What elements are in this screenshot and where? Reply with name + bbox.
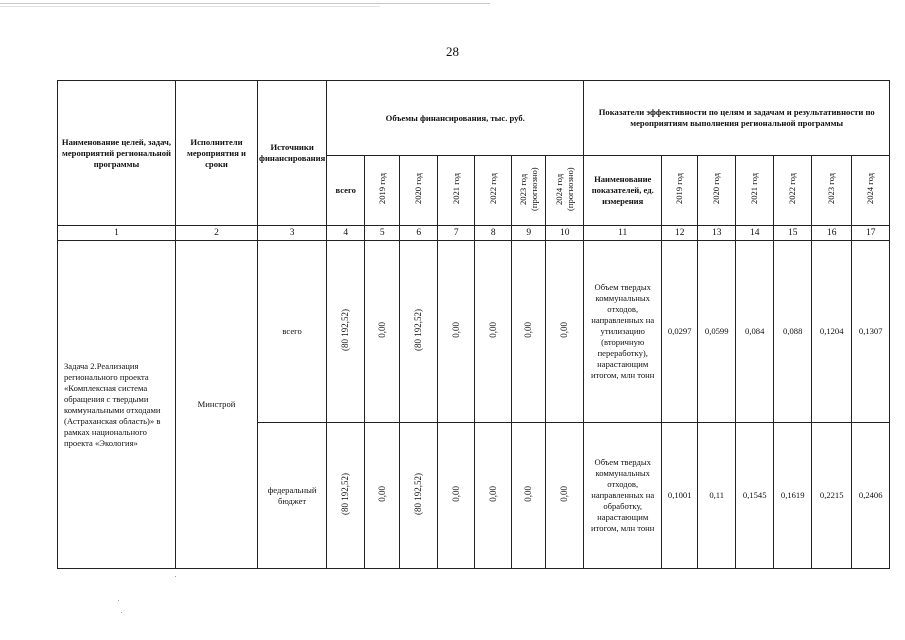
indicator-value: 0,1619 [774,423,812,569]
col-number: 9 [512,226,546,241]
col-number: 8 [475,226,512,241]
indicator-value: 0,1545 [736,423,774,569]
header-indicator-2022: 2022 год [774,156,812,226]
table-row [58,241,890,423]
header-funding-2020: 2020 год [400,156,438,226]
header-funding-total: всего [327,156,365,226]
funding-cell: (80 192,52) [327,423,365,569]
col-number: 2 [176,226,258,241]
program-table [57,80,890,569]
funding-cell: 0,00 [365,241,400,423]
funding-cell: 0,00 [438,423,475,569]
header-funding-2024: 2024 год (прогнозно) [546,156,584,226]
col-number: 4 [327,226,365,241]
header-indicator-2020: 2020 год [698,156,736,226]
indicator-value: 0,2406 [852,423,890,569]
col-number: 11 [584,226,662,241]
col-number: 17 [852,226,890,241]
funding-cell: 0,00 [475,241,512,423]
indicator-value: 0,0599 [698,241,736,423]
indicator-value: 0,1307 [852,241,890,423]
indicator-value: 0,084 [736,241,774,423]
header-funding-2022: 2022 год [475,156,512,226]
scan-speck [118,600,119,601]
indicator-value: 0,1204 [812,241,852,423]
scan-artifact-line [0,3,490,4]
funding-cell: 0,00 [512,423,546,569]
indicator-value: 0,1001 [662,423,698,569]
funding-cell: 0,00 [475,423,512,569]
indicator-name: Объем твердых коммунальных отходов, направленных на утилизацию (вторичную переработку), нарастающим итогом, млн тонн [584,241,662,423]
funding-cell: 0,00 [546,241,584,423]
header-funding-2019: 2019 год [365,156,400,226]
col-number: 6 [400,226,438,241]
scan-speck [175,576,176,577]
header-indicators-group: Показатели эффективности по целям и задачам и результативности по мероприятиям выполнения региональной программы [584,81,890,156]
col-number: 15 [774,226,812,241]
header-indicator-name: Наименование показателей, ед. измерения [584,156,662,226]
header-indicator-2024: 2024 год [852,156,890,226]
col-number: 13 [698,226,736,241]
header-indicator-2023: 2023 год [812,156,852,226]
header-indicator-2019: 2019 год [662,156,698,226]
col-number: 7 [438,226,475,241]
col-number: 10 [546,226,584,241]
funding-cell: 0,00 [546,423,584,569]
funding-cell: 0,00 [365,423,400,569]
page-number: 28 [446,44,459,59]
col-number: 14 [736,226,774,241]
scan-speck [121,612,122,613]
header-funding-2021: 2021 год [438,156,475,226]
indicator-value: 0,11 [698,423,736,569]
indicator-value: 0,2215 [812,423,852,569]
col-number: 1 [58,226,176,241]
col-number: 16 [812,226,852,241]
col-number: 12 [662,226,698,241]
header-row-1 [58,81,890,156]
column-number-row [58,226,890,241]
funding-source: всего [258,241,327,423]
col-number: 3 [258,226,327,241]
scan-artifact-line [0,6,380,7]
funding-cell: 0,00 [438,241,475,423]
header-funding-group: Объемы финансирования, тыс. руб. [327,81,584,156]
col-number: 5 [365,226,400,241]
indicator-value: 0,088 [774,241,812,423]
funding-cell: 0,00 [512,241,546,423]
task-executor: Минстрой [176,241,258,569]
funding-cell: (80 192,52) [400,241,438,423]
task-name: Задача 2.Реализация регионального проекта «Комплексная система обращения с твердыми коммунальными отходами (Астраханская область)» в рамках национального проекта «Экология» [58,241,176,569]
funding-cell: (80 192,52) [327,241,365,423]
indicator-name: Объем твердых коммунальных отходов, направленных на обработку, нарастающим итогом, млн тонн [584,423,662,569]
header-funding-2023: 2023 год (прогнозно) [512,156,546,226]
header-sources: Источники финансирования [258,81,327,226]
header-indicator-2021: 2021 год [736,156,774,226]
header-goals: Наименование целей, задач, мероприятий региональной программы [58,81,176,226]
funding-cell: (80 192,52) [400,423,438,569]
indicator-value: 0,0297 [662,241,698,423]
header-executors: Исполнители мероприятия и сроки [176,81,258,226]
funding-source: федеральный бюджет [258,423,327,569]
